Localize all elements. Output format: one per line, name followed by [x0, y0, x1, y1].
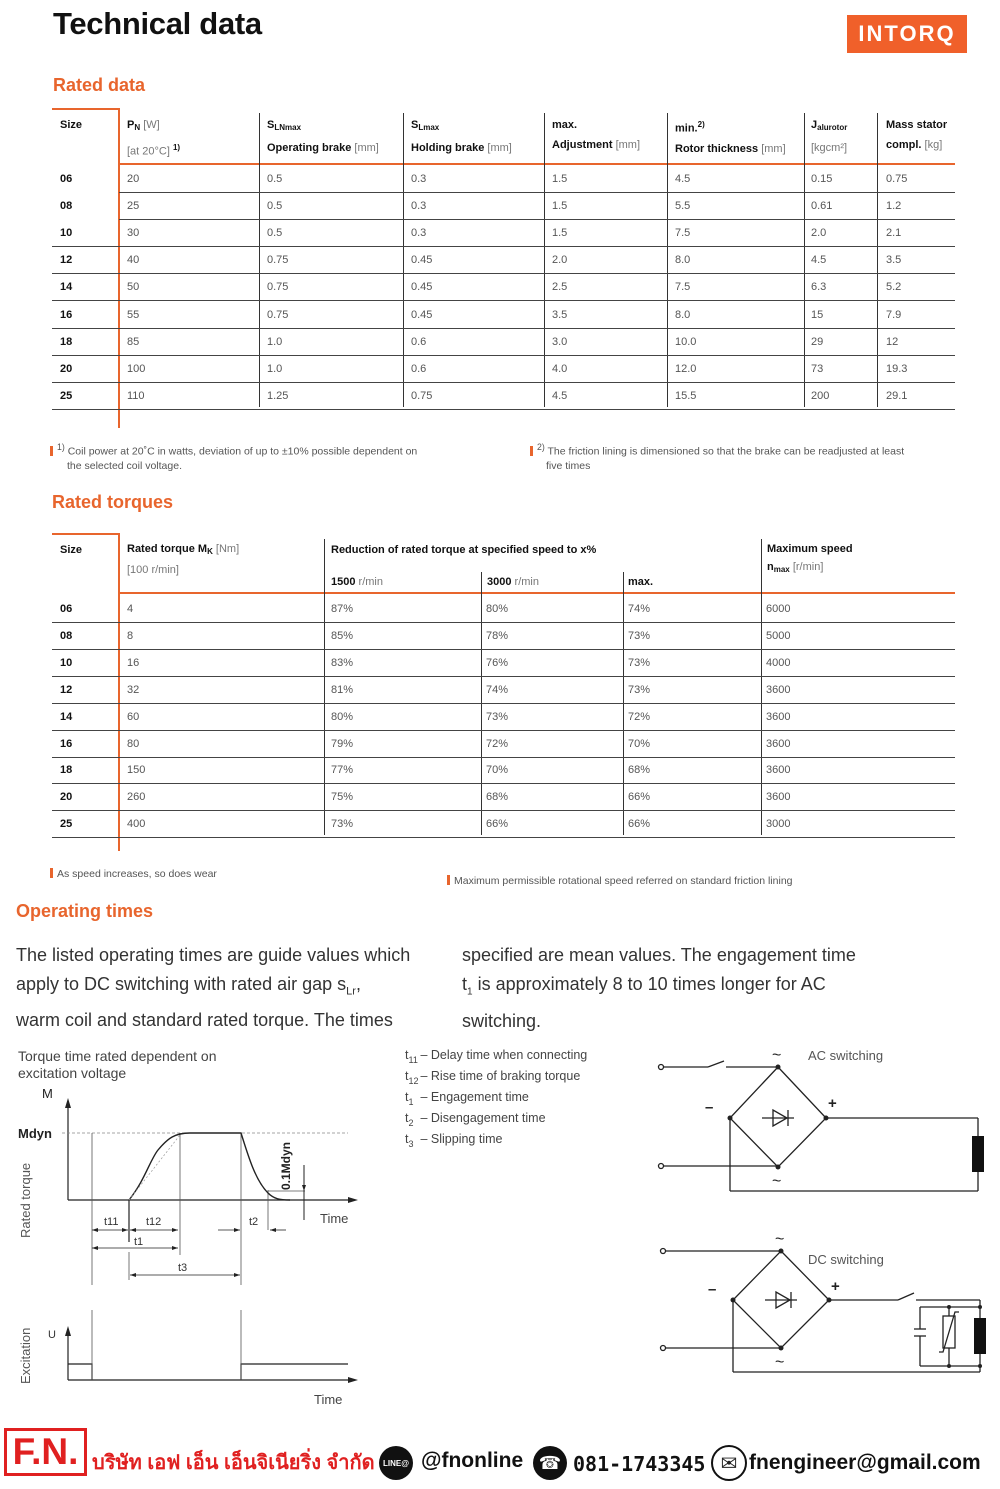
- col-header-mass: Mass stator compl. [kg]: [886, 119, 948, 151]
- table-cell: 2.1: [886, 227, 902, 240]
- table-cell: 29.1: [886, 389, 908, 402]
- table-size-divider: [118, 108, 120, 428]
- table-cell: 80%: [331, 710, 354, 723]
- table-cell: 200: [811, 389, 830, 402]
- table-cell: 2.0: [811, 227, 827, 240]
- table-cell: 73%: [331, 818, 354, 831]
- arrowhead: [130, 1228, 136, 1232]
- table-cell: 74%: [486, 683, 509, 696]
- arrowhead: [122, 1228, 128, 1232]
- operating-times-text-col1: [16, 941, 422, 1034]
- row-size: 14: [60, 710, 73, 723]
- row-divider: [52, 649, 955, 650]
- row-size: 10: [60, 227, 73, 240]
- table-cell: 55: [127, 308, 140, 321]
- time-label: Time: [320, 1211, 349, 1226]
- operating-times-heading: Operating times: [16, 901, 154, 921]
- row-size: 12: [60, 254, 73, 267]
- row-size: 14: [60, 281, 73, 294]
- table-cell: 0.3: [411, 200, 427, 213]
- paragraph-line: switching.: [462, 1010, 542, 1031]
- table-cell: 0.15: [811, 173, 833, 185]
- operating-times-text-col2: [462, 941, 868, 1035]
- arrowhead: [172, 1228, 178, 1232]
- paragraph-line: apply to DC switching with rated air gap $s_{Lr}$,: [16, 973, 361, 998]
- row-divider: [119, 219, 955, 220]
- table-corner-line: [52, 108, 119, 110]
- table-cell: 76%: [486, 656, 509, 669]
- row-size: 25: [60, 818, 73, 831]
- row-divider: [52, 409, 955, 410]
- table-cell: 73: [811, 362, 824, 375]
- tilde-top: ~: [775, 1231, 785, 1248]
- column-separator: [544, 113, 545, 407]
- column-separator: [761, 539, 762, 835]
- row-divider: [52, 757, 955, 758]
- table-cell: 87%: [331, 603, 354, 615]
- table-cell: 3000: [766, 818, 791, 831]
- table-cell: 0.45: [411, 281, 433, 294]
- col-header-reduction: Reduction of rated torque at specified speed to x%: [331, 544, 597, 556]
- table-cell: 73%: [628, 656, 651, 669]
- excitation-on-pulse: [68, 1364, 92, 1380]
- table-cell: 25: [127, 200, 140, 213]
- table-header-underline: [119, 592, 955, 594]
- table-cell: 66%: [628, 818, 651, 831]
- diagram-caption: Torque time rated dependent on excitation voltage: [18, 1048, 217, 1081]
- table-cell: 80: [127, 737, 140, 750]
- rated-data-heading: Rated data: [53, 75, 146, 95]
- row-size: 16: [60, 308, 73, 321]
- company-name: บริษัท เอฟ เอ็น เอ็นจิเนียริ่ง จำกัด: [92, 1452, 375, 1474]
- table-cell: 4.5: [675, 173, 691, 185]
- tilde-bottom: ~: [772, 1173, 782, 1190]
- column-separator: [667, 113, 668, 407]
- table-cell: 4: [127, 603, 134, 615]
- table-cell: 150: [127, 764, 146, 777]
- paragraph-line: $t_1$ is approximately 8 to 10 times longer for AC: [462, 973, 826, 998]
- table-cell: 16: [127, 656, 140, 669]
- row-divider: [52, 355, 955, 356]
- table-cell: 6000: [766, 603, 791, 615]
- t1-label: t1: [134, 1236, 144, 1248]
- row-divider: [52, 273, 955, 274]
- table-cell: 75%: [331, 791, 354, 804]
- row-size: 16: [60, 737, 73, 750]
- table-cell: 0.6: [411, 335, 427, 348]
- footnote-marker: [447, 875, 450, 885]
- table-cell: 1.5: [552, 173, 568, 185]
- table-cell: 4.0: [552, 362, 568, 375]
- row-size: 25: [60, 389, 73, 402]
- table-cell: 4.5: [552, 389, 568, 402]
- table-cell: 3600: [766, 764, 791, 777]
- table-cell: 8.0: [675, 308, 691, 321]
- row-divider: [52, 810, 955, 811]
- email-icon: ✉: [711, 1445, 747, 1481]
- table-cell: 68%: [486, 791, 509, 804]
- table-cell: 72%: [486, 737, 509, 750]
- table-cell: 0.45: [411, 308, 433, 321]
- table-cell: 73%: [486, 710, 509, 723]
- table-cell: 3.5: [886, 254, 902, 267]
- table-cell: 1.5: [552, 200, 568, 213]
- table-cell: 3600: [766, 737, 791, 750]
- table-cell: 400: [127, 818, 146, 831]
- row-divider: [52, 730, 955, 731]
- column-separator: [403, 113, 404, 407]
- table-cell: 1.5: [552, 227, 568, 240]
- table-cell: 12: [886, 335, 899, 348]
- excitation-axis-label: Excitation: [18, 1327, 33, 1384]
- table-cell: 6.3: [811, 281, 827, 294]
- row-divider: [52, 676, 955, 677]
- table-cell: 0.6: [411, 362, 427, 375]
- table-cell: 3600: [766, 710, 791, 723]
- footnote-max-speed: Maximum permissible rotational speed referred on standard friction lining: [447, 874, 793, 888]
- column-separator: [259, 113, 260, 407]
- excitation-time-arrow: [348, 1377, 358, 1383]
- m-axis-label: M: [42, 1086, 53, 1101]
- table-cell: 0.3: [411, 173, 427, 185]
- table-cell: 0.5: [267, 227, 283, 240]
- row-size: 20: [60, 791, 73, 804]
- table-cell: 66%: [486, 818, 509, 831]
- table-cell: 19.3: [886, 362, 908, 375]
- row-divider: [52, 622, 955, 623]
- table-cell: 20: [127, 173, 140, 185]
- row-size: 08: [60, 200, 73, 213]
- col-header-rotor-thickness: min.$^{2)}$ Rotor thickness [mm]: [675, 120, 786, 155]
- row-divider: [52, 328, 955, 329]
- paragraph-line: warm coil and standard rated torque. The times: [16, 1009, 393, 1030]
- rated-torques-heading: Rated torques: [52, 492, 174, 512]
- table-cell: 110: [127, 389, 145, 402]
- terminal: [659, 1065, 664, 1070]
- table-cell: 85: [127, 335, 140, 348]
- table-cell: 73%: [628, 683, 651, 696]
- table-cell: 60: [127, 710, 140, 723]
- row-divider: [52, 382, 955, 383]
- table-cell: 5.5: [675, 200, 691, 213]
- time-legend: [405, 1047, 587, 1152]
- row-divider: [52, 783, 955, 784]
- table-cell: 29: [811, 335, 824, 348]
- row-size: 08: [60, 629, 73, 642]
- torque-time-diagram: [0, 1080, 380, 1420]
- table-cell: 0.5: [267, 200, 283, 213]
- fn-logo: F.N.: [4, 1428, 87, 1476]
- table-cell: 0.75: [267, 281, 289, 294]
- row-divider: [52, 837, 955, 838]
- table-cell: 1.0: [267, 362, 283, 375]
- line-icon: LINE@: [379, 1446, 413, 1480]
- row-size: 12: [60, 683, 73, 696]
- col-header-1500: 1500 r/min: [331, 576, 383, 588]
- arrowhead: [92, 1246, 98, 1250]
- arrowhead: [130, 1273, 136, 1277]
- table-cell: 5000: [766, 629, 791, 642]
- table-cell: 2.0: [552, 254, 568, 267]
- excitation-off-level: [241, 1364, 348, 1380]
- terminal: [661, 1249, 666, 1254]
- table-cell: 40: [127, 254, 140, 267]
- col-header-3000: 3000 r/min: [487, 576, 539, 588]
- column-separator: [877, 113, 878, 407]
- ac-switching-label: AC switching: [808, 1048, 884, 1063]
- torque-linear-approx: [129, 1135, 180, 1200]
- column-separator: [804, 113, 805, 407]
- arrowhead: [270, 1228, 276, 1232]
- table-cell: 0.5: [267, 173, 283, 185]
- col-header-holding-brake: $S_{Lmax}$ Holding brake [mm]: [411, 119, 512, 154]
- row-size: 18: [60, 335, 73, 348]
- col-header-size: Size: [60, 544, 83, 556]
- email-link[interactable]: fnengineer@gmail.com: [749, 1451, 981, 1474]
- plus-sign: +: [831, 1278, 840, 1295]
- table-cell: 68%: [628, 764, 651, 777]
- col-header-power: $P_N$ [W] [at 20°C] $^{1)}$: [127, 119, 181, 158]
- arrowhead: [92, 1228, 98, 1232]
- dc-switching-label: DC switching: [808, 1252, 884, 1267]
- table-cell: 1.2: [886, 200, 902, 213]
- table-cell: 70%: [486, 764, 509, 777]
- table-cell: 66%: [628, 791, 651, 804]
- t2-label: t2: [249, 1216, 259, 1228]
- tilde-top: ~: [772, 1047, 782, 1064]
- m-axis-arrow: [65, 1098, 71, 1108]
- coil-icon: [972, 1136, 984, 1172]
- legend-item: $t_2$ – Disengagement time: [405, 1111, 546, 1128]
- phone-number-link[interactable]: 081-1743345: [573, 1452, 706, 1476]
- table-cell: 70%: [628, 737, 651, 750]
- col-header-max-speed: Maximum speed $n_{max}$ [r/min]: [767, 543, 853, 574]
- u-axis-label: U: [48, 1329, 56, 1341]
- table-cell: 1.25: [267, 389, 289, 402]
- page-title: Technical data: [53, 6, 262, 41]
- table-cell: 3.5: [552, 308, 568, 321]
- row-divider: [52, 246, 955, 247]
- minus-sign: –: [705, 1099, 714, 1116]
- legend-item: $t_3$ – Slipping time: [405, 1132, 503, 1149]
- arrowhead: [234, 1228, 240, 1232]
- table-cell: 0.3: [411, 227, 427, 240]
- ac-switching-circuit: [640, 1040, 1000, 1215]
- table-cell: 4000: [766, 656, 791, 669]
- u-axis-arrow: [65, 1326, 71, 1336]
- t3-label: t3: [178, 1262, 188, 1274]
- table-cell: 3.0: [552, 335, 568, 348]
- table-cell: 7.9: [886, 308, 902, 321]
- dc-switching-circuit: [640, 1230, 1000, 1390]
- mdyn-label: Mdyn: [18, 1126, 52, 1141]
- table-cell: 3600: [766, 683, 791, 696]
- time-axis-arrow: [348, 1197, 358, 1203]
- terminal: [659, 1164, 664, 1169]
- phone-icon: ☎: [533, 1446, 567, 1480]
- brand-logo: INTORQ: [847, 15, 967, 53]
- table-cell: 80%: [486, 603, 509, 615]
- table-cell: 30: [127, 227, 140, 240]
- table-cell: 0.75: [411, 389, 433, 402]
- col-header-rated-torque: Rated torque $M_K$ [Nm] [100 r/min]: [127, 543, 240, 576]
- table-cell: 15: [811, 308, 824, 321]
- arrowhead: [234, 1273, 240, 1277]
- table-cell: 100: [127, 362, 146, 375]
- row-size: 06: [60, 173, 73, 185]
- footnote-1: $^{1)}$ Coil power at 20˚C in watts, deviation of up to ±10% possible dependent on the selected coil voltage.: [50, 440, 417, 473]
- table-cell: 0.75: [267, 254, 289, 267]
- table-cell: 74%: [628, 603, 651, 615]
- bridge-rectifier: [730, 1067, 826, 1167]
- plus-sign: +: [828, 1095, 837, 1112]
- coil-icon: [974, 1318, 986, 1354]
- table-cell: 8.0: [675, 254, 691, 267]
- column-separator: [324, 539, 325, 835]
- table-cell: 3600: [766, 791, 791, 804]
- table-cell: 4.5: [811, 254, 827, 267]
- tilde-bottom: ~: [775, 1354, 785, 1371]
- table-cell: 72%: [628, 710, 651, 723]
- footnote-marker: [530, 446, 533, 456]
- row-divider: [52, 300, 955, 301]
- table-cell: 12.0: [675, 362, 697, 375]
- col-header-size: Size: [60, 119, 83, 131]
- table-cell: 15.5: [675, 389, 697, 402]
- torque-curve: [129, 1133, 290, 1200]
- t11-label: t11: [104, 1216, 119, 1228]
- table-cell: 8: [127, 629, 134, 642]
- table-cell: 85%: [331, 629, 354, 642]
- arrowhead: [172, 1246, 178, 1250]
- table-cell: 83%: [331, 656, 354, 669]
- table-cell: 7.5: [675, 281, 691, 294]
- tenth-mdyn-label: 0.1Mdyn: [279, 1141, 293, 1190]
- table-cell: 79%: [331, 737, 354, 750]
- table-header-underline: [119, 163, 955, 165]
- col-header-inertia: $J_{alurotor}$ [kgcm²]: [811, 119, 848, 154]
- table-cell: 2.5: [552, 281, 568, 294]
- row-divider: [52, 703, 955, 704]
- legend-item: $t_{11}$ – Delay time when connecting: [405, 1048, 588, 1065]
- table-cell: 260: [127, 791, 146, 804]
- paragraph-line: The listed operating times are guide values which: [16, 945, 411, 965]
- footnote-wear: As speed increases, so does wear: [50, 867, 217, 881]
- table-cell: 7.5: [675, 227, 691, 240]
- row-size: 20: [60, 362, 73, 375]
- legend-item: $t_{12}$ – Rise time of braking torque: [405, 1069, 581, 1086]
- table-cell: 0.45: [411, 254, 433, 267]
- table-cell: 1.0: [267, 335, 283, 348]
- line-id-link[interactable]: @fnonline: [421, 1449, 524, 1472]
- footnote-marker: [50, 868, 53, 878]
- legend-item: $t_1$ – Engagement time: [405, 1090, 529, 1107]
- row-size: 06: [60, 603, 73, 615]
- minus-sign: –: [708, 1281, 717, 1298]
- excitation-time-label: Time: [314, 1392, 343, 1407]
- varistor-slash: [939, 1312, 959, 1352]
- rated-torque-axis-label: Rated torque: [18, 1162, 33, 1238]
- table-cell: 5.2: [886, 281, 902, 294]
- table-cell: 50: [127, 281, 140, 294]
- col-header-max: max.: [628, 576, 654, 588]
- table-cell: 73%: [628, 629, 651, 642]
- terminal: [661, 1346, 666, 1351]
- table-cell: 77%: [331, 764, 354, 777]
- table-corner-line: [52, 533, 119, 535]
- table-cell: 0.61: [811, 200, 833, 213]
- table-cell: 32: [127, 683, 140, 696]
- footnote-2: $^{2)}$ The friction lining is dimensioned so that the brake can be readjusted at least five times: [530, 440, 904, 473]
- col-header-adjustment: max. Adjustment [mm]: [552, 119, 641, 151]
- row-divider: [119, 192, 955, 193]
- footnote-marker: [50, 446, 53, 456]
- switch-contact: [708, 1061, 724, 1067]
- table-cell: 78%: [486, 629, 509, 642]
- table-size-divider: [118, 533, 120, 851]
- table-cell: 81%: [331, 683, 354, 696]
- t12-label: t12: [146, 1216, 162, 1228]
- col-header-operating-brake: $S_{LNmax}$ Operating brake [mm]: [267, 119, 379, 154]
- switch-contact: [898, 1293, 914, 1300]
- paragraph-line: specified are mean values. The engagement time: [462, 945, 856, 965]
- table-cell: 0.75: [267, 308, 289, 321]
- arrowhead: [302, 1185, 306, 1191]
- table-cell: 0.75: [886, 173, 908, 185]
- row-size: 18: [60, 764, 73, 777]
- row-size: 10: [60, 656, 73, 669]
- table-cell: 10.0: [675, 335, 697, 348]
